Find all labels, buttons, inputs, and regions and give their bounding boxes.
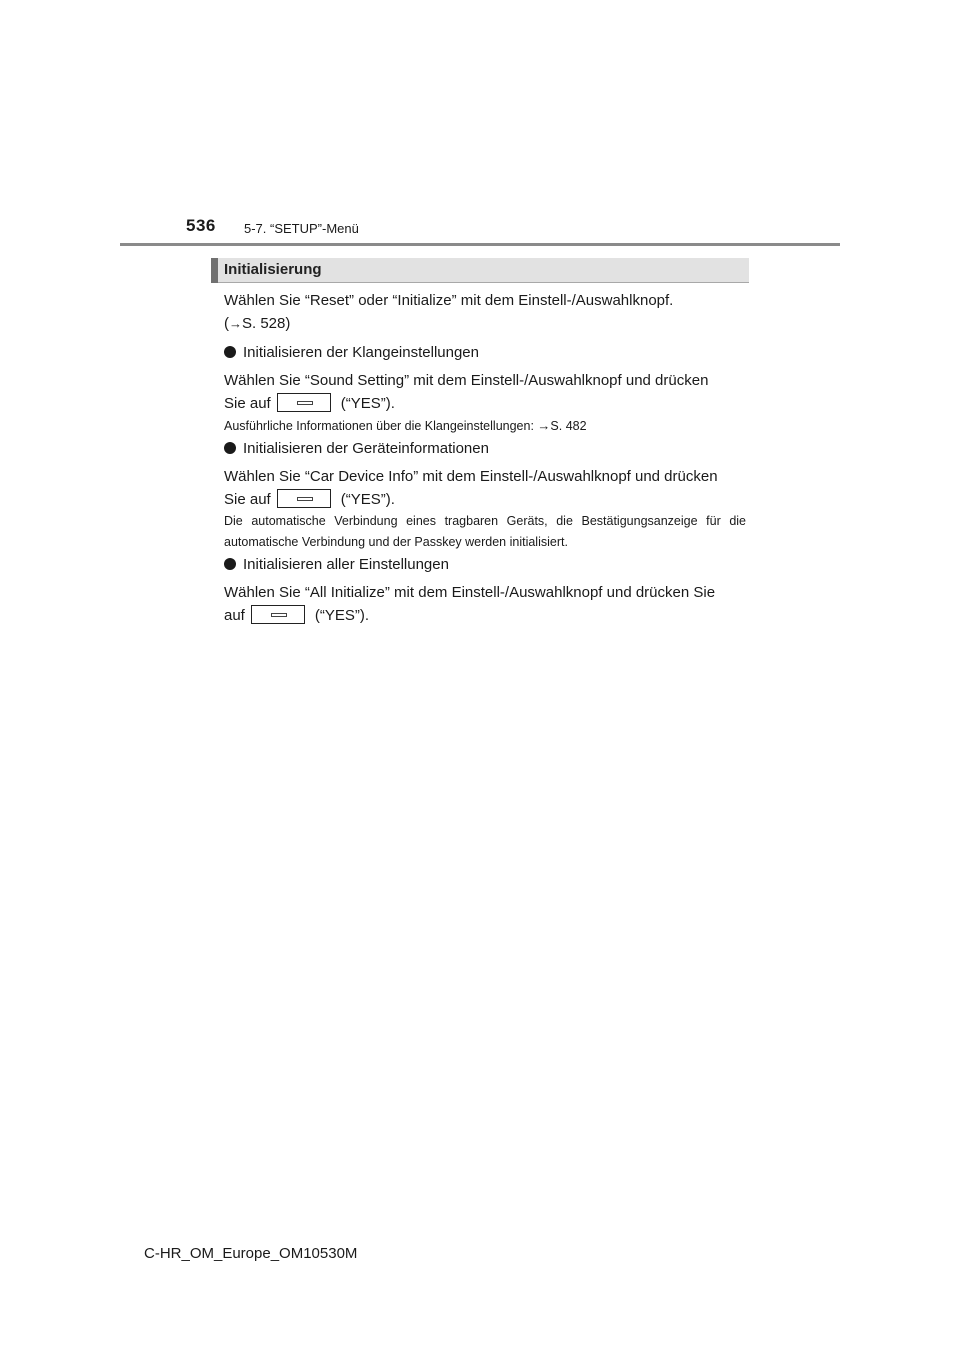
- item-body-post: (“YES”).: [340, 491, 395, 508]
- section-reference: 5-7. “SETUP”-Menü: [244, 221, 359, 236]
- arrow-icon: →: [229, 316, 242, 331]
- bullet-icon: [224, 346, 236, 358]
- list-item-device-info: [224, 437, 746, 460]
- page-number: 536: [186, 216, 216, 235]
- item-body-line: Wählen Sie “All Initialize” mit dem Einstell-/Auswahlknopf und drücken Sie: [224, 584, 716, 601]
- enter-button-icon: [277, 393, 331, 412]
- section-title: Initialisierung: [224, 261, 322, 278]
- item-note: [224, 415, 746, 437]
- section-heading: [211, 258, 749, 283]
- enter-button-icon: [277, 489, 331, 508]
- intro-ref-open: (: [224, 315, 229, 332]
- item-body-pre: Sie auf: [224, 491, 271, 508]
- item-body-post: (“YES”).: [340, 395, 395, 412]
- enter-glyph-icon: [297, 497, 313, 501]
- item-title: Initialisieren der Geräteinformationen: [243, 440, 489, 457]
- item-title: Initialisieren der Klangeinstellungen: [243, 344, 479, 361]
- header-rule: [120, 243, 840, 246]
- item-title: Initialisieren aller Einstellungen: [243, 556, 449, 573]
- bullet-icon: [224, 442, 236, 454]
- item-note: Die automatische Verbindung eines tragbaren Geräts, die Bestätigungsanzeige für die automatische Verbindung und der Passkey werden initialisiert.: [224, 514, 746, 549]
- item-body: [224, 369, 746, 415]
- note-text: Ausführliche Informationen über die Klangeinstellungen:: [224, 419, 538, 433]
- intro-ref-text: S. 528): [242, 315, 291, 332]
- note-ref: S. 482: [550, 419, 587, 433]
- item-body-post: (“YES”).: [314, 607, 370, 624]
- enter-button-icon: [251, 605, 305, 624]
- item-body-line: Wählen Sie “Sound Setting” mit dem Einstell-/Auswahlknopf und drücken: [224, 372, 709, 389]
- arrow-icon: →: [537, 418, 551, 433]
- item-body-pre: auf: [224, 607, 245, 624]
- list-item-sound-settings: [224, 341, 746, 364]
- item-body-pre: Sie auf: [224, 395, 271, 412]
- list-item-all-initialize: [224, 553, 746, 576]
- intro-paragraph: [224, 289, 746, 335]
- heading-accent: [211, 258, 218, 283]
- footer-doc-id: C-HR_OM_Europe_OM10530M: [144, 1245, 358, 1262]
- content-body: [224, 289, 746, 627]
- enter-glyph-icon: [297, 401, 313, 405]
- item-body: [224, 465, 746, 511]
- bullet-icon: [224, 558, 236, 570]
- item-body-line: Wählen Sie “Car Device Info” mit dem Einstell-/Auswahlknopf und drücken: [224, 468, 718, 485]
- intro-text: Wählen Sie “Reset” oder “Initialize” mit dem Einstell-/Auswahlknopf.: [224, 292, 674, 309]
- enter-glyph-icon: [271, 613, 287, 617]
- item-body: [224, 581, 746, 627]
